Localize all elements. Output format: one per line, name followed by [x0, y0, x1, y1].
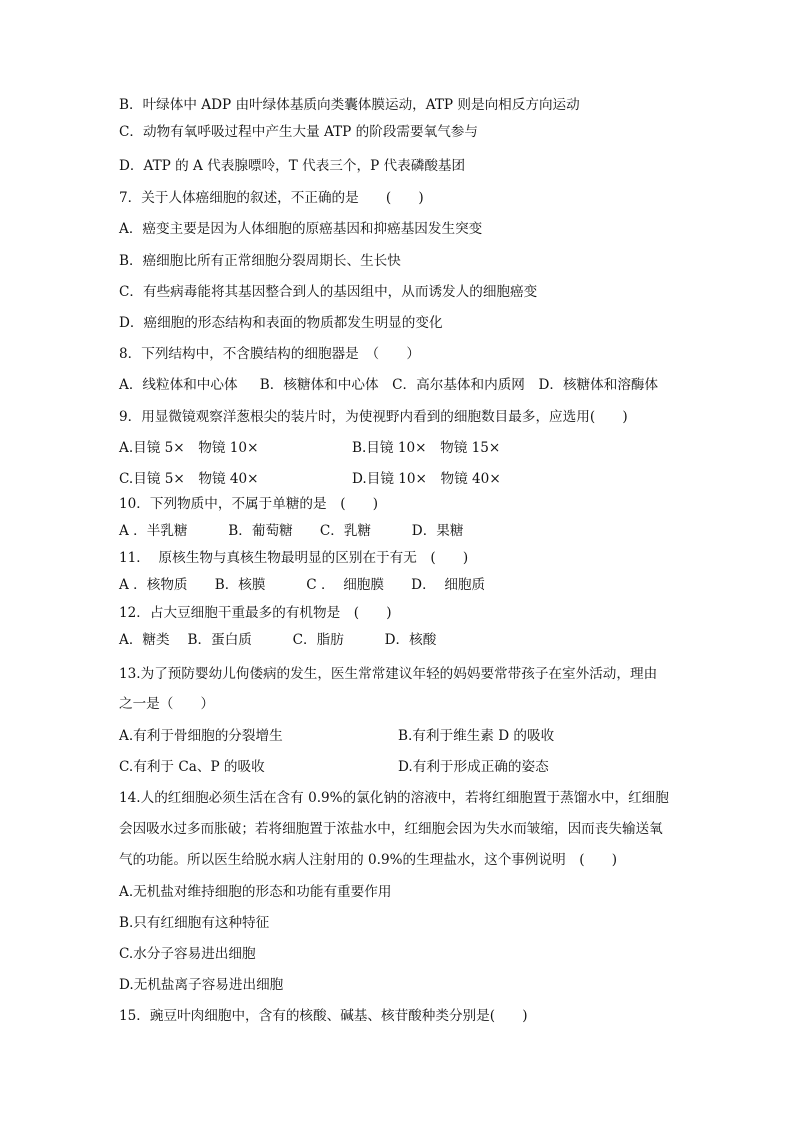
q14-option-d: D.无机盐离子容易进出细胞 — [119, 977, 284, 993]
q8-options: A．线粒体和中心体 B．核糖体和中心体 C．高尔基体和内质网 D．核糖体和溶酶体 — [119, 377, 659, 393]
q14-option-a: A.无机盐对维持细胞的形态和功能有重要作用 — [119, 884, 392, 900]
q11-stem: 11． 原核生物与真核生物最明显的区别在于有无 ( ) — [119, 550, 469, 566]
q9-option-b: B.目镜 10× 物镜 15× — [352, 440, 501, 456]
q13-option-a: A.有利于骨细胞的分裂增生 — [119, 728, 283, 744]
q6-option-b: B．叶绿体中 ADP 由叶绿体基质向类囊体膜运动，ATP 则是向相反方向运动 — [119, 97, 580, 113]
q13-stem-line1: 13.为了预防婴幼儿佝偻病的发生，医生常常建议年轻的妈妈要常带孩子在室外活动，理由 — [119, 666, 658, 682]
q14-stem-line1: 14.人的红细胞必须生活在含有 0.9%的氯化钠的溶液中，若将红细胞置于蒸馏水中，红细胞 — [119, 790, 669, 806]
q12-options: A．糖类 B．蛋白质 C．脂肪 D．核酸 — [119, 632, 437, 648]
q7-option-a: A．癌变主要是因为人体细胞的原癌基因和抑癌基因发生突变 — [119, 221, 483, 237]
q9-option-c: C.目镜 5× 物镜 40× — [119, 471, 259, 487]
q14-option-b: B.只有红细胞有这种特征 — [119, 915, 270, 931]
q13-option-b: B.有利于维生素 D 的吸收 — [398, 728, 555, 744]
q9-stem: 9．用显微镜观察洋葱根尖的装片时，为使视野内看到的细胞数目最多，应选用( ) — [119, 409, 628, 425]
q13-option-c: C.有利于 Ca、P 的吸收 — [119, 759, 265, 775]
q11-options: A ．核物质 B．核膜 C ． 细胞膜 D． 细胞质 — [119, 577, 486, 593]
q10-stem: 10．下列物质中，不属于单糖的是 ( ) — [119, 496, 378, 512]
q7-option-b: B．癌细胞比所有正常细胞分裂周期长、生长快 — [119, 253, 401, 269]
q8-stem: 8．下列结构中，不含膜结构的细胞器是 （ ） — [119, 346, 420, 362]
q7-stem: 7．关于人体癌细胞的叙述，不正确的是 ( ) — [119, 190, 424, 206]
q7-option-c: C．有些病毒能将其基因整合到人的基因组中，从而诱发人的细胞癌变 — [119, 284, 538, 300]
q15-stem: 15．豌豆叶肉细胞中，含有的核酸、碱基、核苷酸种类分别是( ) — [119, 1008, 528, 1024]
q10-options: A ．半乳糖 B．葡萄糖 C．乳糖 D．果糖 — [119, 523, 464, 539]
q14-stem-line3: 气的功能。所以医生给脱水病人注射用的 0.9%的生理盐水，这个事例说明 ( ) — [119, 852, 618, 868]
q7-option-d: D．癌细胞的形态结构和表面的物质都发生明显的变化 — [119, 315, 443, 331]
q9-option-a: A.目镜 5× 物镜 10× — [119, 440, 259, 456]
q13-option-d: D.有利于形成正确的姿态 — [398, 759, 549, 775]
q9-option-d: D.目镜 10× 物镜 40× — [352, 471, 501, 487]
q12-stem: 12．占大豆细胞干重最多的有机物是 ( ) — [119, 605, 392, 621]
q14-stem-line2: 会因吸水过多而胀破；若将细胞置于浓盐水中，红细胞会因为失水而皱缩，因而丧失输送氧 — [119, 821, 663, 837]
q13-stem-line2: 之一是（ ） — [119, 696, 215, 712]
q14-option-c: C.水分子容易进出细胞 — [119, 946, 256, 962]
q6-option-c: C．动物有氧呼吸过程中产生大量 ATP 的阶段需要氧气参与 — [119, 124, 478, 140]
q6-option-d: D．ATP 的 A 代表腺嘌呤，T 代表三个，P 代表磷酸基团 — [119, 158, 466, 174]
